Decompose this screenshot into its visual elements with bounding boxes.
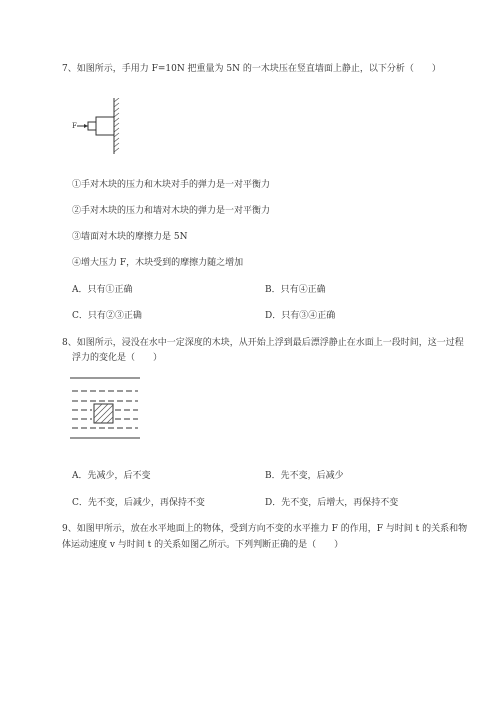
q7-statement-4: ④增大压力 F，木块受到的摩擦力随之增加 <box>72 258 244 268</box>
q7-statement-3: ③墙面对木块的摩擦力是 5N <box>72 232 188 242</box>
q7-option-b: B．只有④正确 <box>265 285 326 295</box>
q8-option-d: D．先不变，后增大，再保持不变 <box>265 498 399 508</box>
q7-option-d: D．只有③④正确 <box>265 311 336 321</box>
q8-option-b: B．先不变，后减少 <box>265 471 344 481</box>
q9-stem-line-1: 9、如图甲所示，放在水平地面上的物体，受到方向不变的水平推力 F 的作用，F 与时间 t 的关系和物 <box>62 524 468 534</box>
q7-option-c: C．只有②③正确 <box>72 311 142 321</box>
q7-stem: 7、如图所示，手用力 F=10N 把重量为 5N 的一木块压在竖直墙面上静止，以下分析（ ） <box>62 64 441 74</box>
q8-option-a: A．先减少，后不变 <box>72 471 151 481</box>
q7-option-a: A．只有①正确 <box>72 285 133 295</box>
q7-statement-2: ②手对木块的压力和墙对木块的弹力是一对平衡力 <box>72 206 271 216</box>
q7-wall-block-figure <box>70 98 130 154</box>
q8-option-c: C．先不变，后减少，再保持不变 <box>72 498 205 508</box>
q9-stem-line-2: 体运动速度 v 与时间 t 的关系如图乙所示。下列判断正确的是（ ） <box>62 540 344 550</box>
q8-water-block-figure <box>70 372 150 444</box>
q7-statement-1: ①手对木块的压力和木块对手的弹力是一对平衡力 <box>72 180 271 190</box>
q8-stem-line-1: 8、如图所示，浸没在水中一定深度的木块，从开始上浮到最后漂浮静止在水面上一段时间，这一过程 <box>62 338 464 348</box>
q8-stem-line-2: 浮力的变化是（ ） <box>72 353 163 363</box>
q7-figure-label-f: F <box>72 122 77 130</box>
